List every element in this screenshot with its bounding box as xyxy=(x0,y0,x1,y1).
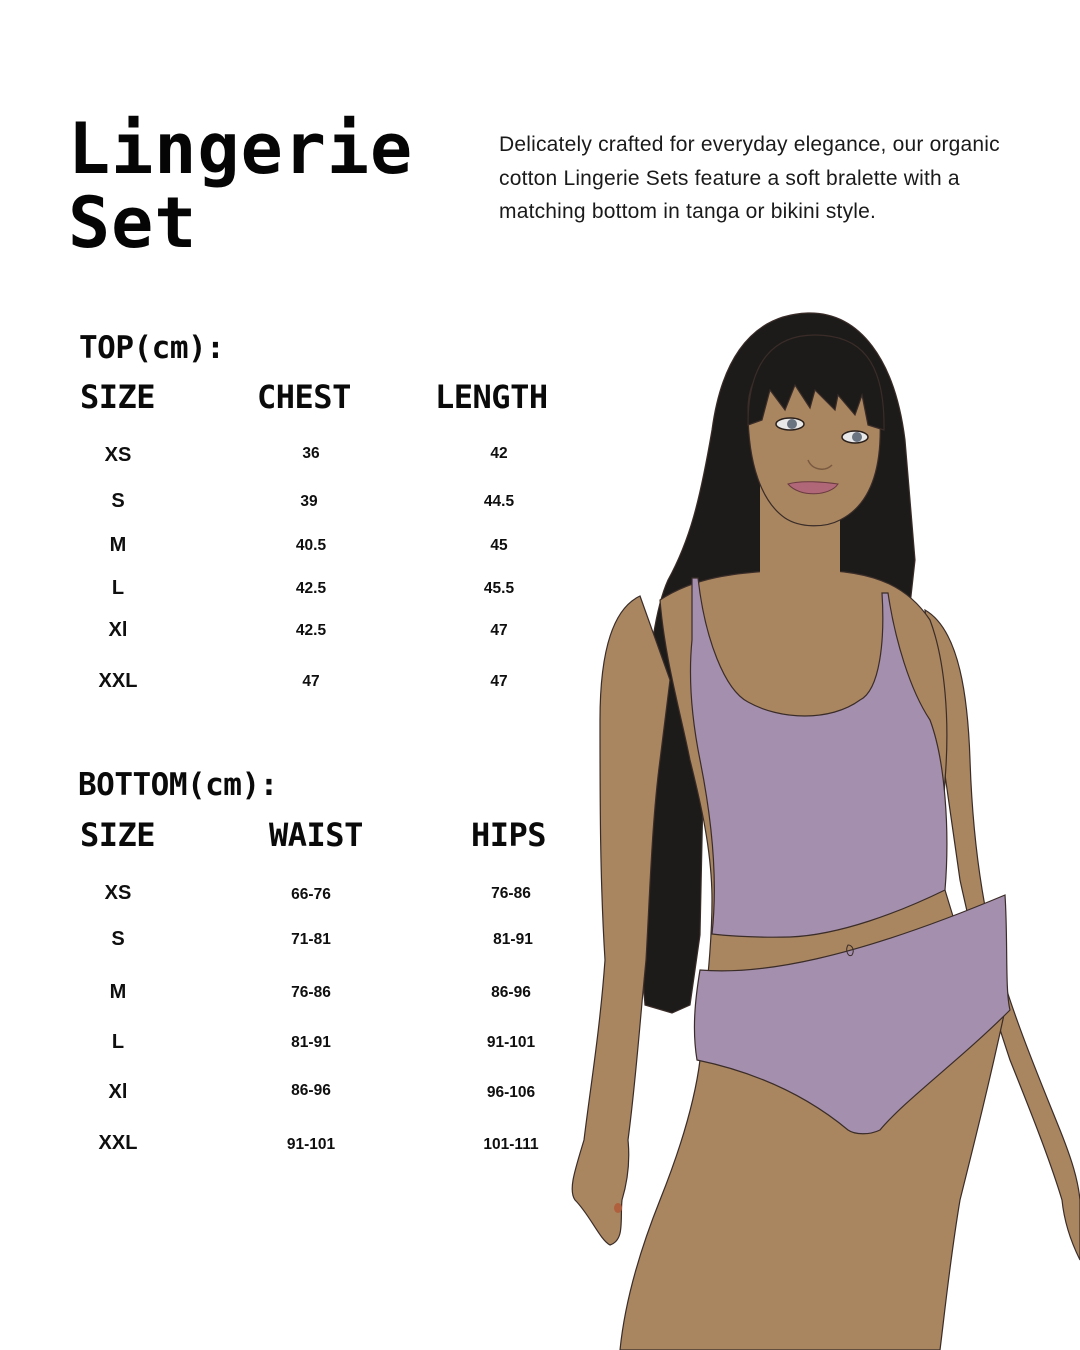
waist-cell: 86-96 xyxy=(291,1082,331,1099)
size-cell: L xyxy=(111,577,125,599)
chest-cell: 42.5 xyxy=(295,622,327,639)
title-line-2: Set xyxy=(68,182,198,264)
length-cell: 47 xyxy=(490,622,508,639)
bottom-col-hips: HIPS xyxy=(471,816,547,854)
size-cell: XS xyxy=(104,882,132,904)
bottom-table-title: BOTTOM(cm): xyxy=(78,767,278,803)
bottom-col-size: SIZE xyxy=(80,816,156,854)
model-illustration xyxy=(560,300,1080,1350)
size-cell: XS xyxy=(104,444,132,466)
chest-cell: 42.5 xyxy=(295,580,327,597)
length-cell: 47 xyxy=(490,673,508,690)
waist-cell: 81-91 xyxy=(291,1034,331,1051)
bottom-col-waist: WAIST xyxy=(269,816,363,854)
chest-cell: 36 xyxy=(302,445,320,462)
hips-cell: 91-101 xyxy=(486,1034,536,1051)
length-cell: 45 xyxy=(490,537,508,554)
size-cell: XXL xyxy=(98,1132,138,1154)
size-cell: L xyxy=(111,1031,125,1053)
size-cell: Xl xyxy=(108,1081,128,1103)
product-description: Delicately crafted for everyday elegance, our organic cotton Lingerie Sets feature a soft bralette with a matching bottom in tanga or bikini style. xyxy=(499,133,1000,223)
hips-cell: 81-91 xyxy=(493,931,533,948)
model-figure-icon xyxy=(560,300,1080,1350)
title-line-1: Lingerie xyxy=(68,108,414,190)
hips-cell: 76-86 xyxy=(491,885,531,902)
top-col-chest: CHEST xyxy=(257,378,351,416)
page-title xyxy=(68,108,468,264)
chest-cell: 40.5 xyxy=(295,537,327,554)
length-cell: 44.5 xyxy=(483,493,515,510)
waist-cell: 66-76 xyxy=(291,886,331,903)
chest-cell: 39 xyxy=(300,493,318,510)
waist-cell: 76-86 xyxy=(291,984,331,1001)
top-col-size: SIZE xyxy=(80,378,156,416)
size-cell: M xyxy=(109,981,127,1003)
waist-cell: 71-81 xyxy=(291,931,331,948)
length-cell: 45.5 xyxy=(483,580,515,597)
size-cell: S xyxy=(111,490,125,512)
top-table-title: TOP(cm): xyxy=(79,330,225,366)
size-cell: M xyxy=(109,534,127,556)
size-cell: XXL xyxy=(98,670,138,692)
hips-cell: 101-111 xyxy=(483,1136,539,1153)
size-cell: S xyxy=(111,928,125,950)
waist-cell: 91-101 xyxy=(286,1136,336,1153)
hips-cell: 86-96 xyxy=(491,984,531,1001)
size-cell: Xl xyxy=(108,619,128,641)
hips-cell: 96-106 xyxy=(486,1084,536,1101)
chest-cell: 47 xyxy=(302,673,320,690)
length-cell: 42 xyxy=(490,445,508,462)
top-col-length: LENGTH xyxy=(435,378,548,416)
